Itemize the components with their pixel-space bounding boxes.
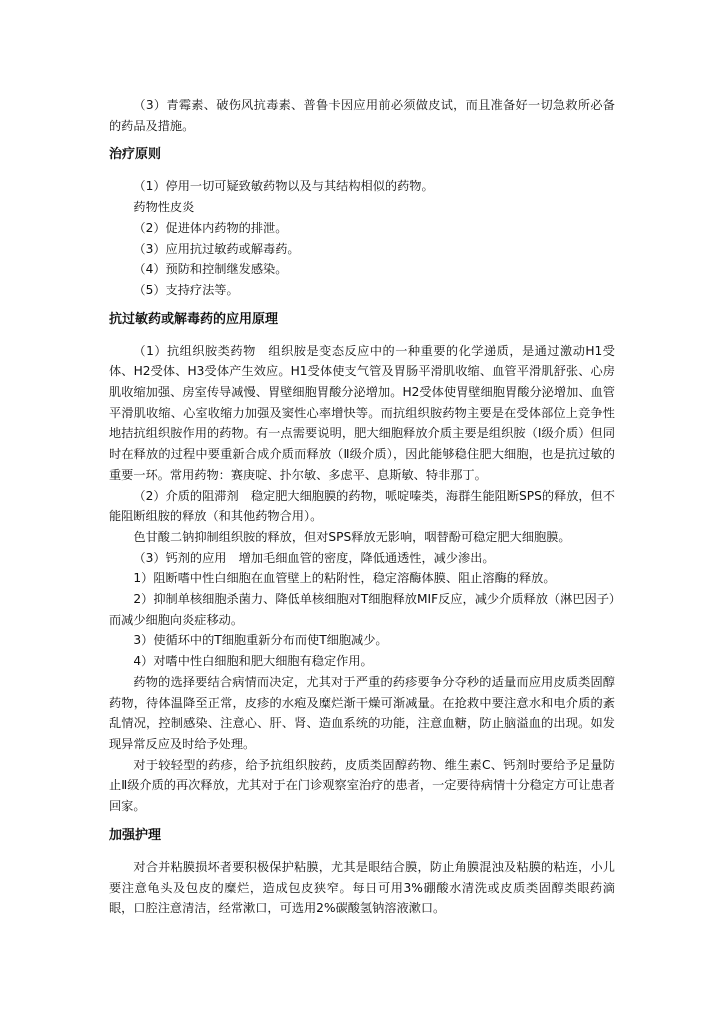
principles-paragraph: 4）对嗜中性白细胞和肥大细胞有稳定作用。 xyxy=(133,654,373,669)
treatment-heading: 治疗原则 xyxy=(109,147,162,163)
treatment-item: （4）预防和控制继发感染。 xyxy=(133,262,288,277)
principles-paragraph: （3）钙剂的应用 增加毛细血管的密度，降低通透性，减少渗出。 xyxy=(133,550,495,565)
principles-paragraph: 色甘酸二钠抑制组织胺的释放，但对SPS释放无影响，咽替酚可稳定肥大细胞膜。 xyxy=(133,529,571,544)
treatment-item: 药物性皮炎 xyxy=(133,200,195,215)
principles-paragraph: （1）抗组织胺类药物 组织胺是变态反应中的一种重要的化学递质，是通过激动H1受体、H2受体、H3受体产生效应。H1受体使支气管及胃肠平滑肌收缩、血管平滑肌舒张、心房肌收缩加强、房室传导减慢、胃壁细胞胃酸分泌增加。H2受体使胃壁细胞胃酸分泌增加、血管平滑肌收缩、心室收缩力加强及窦性心率增快等。而抗组织胺药物主要是在受体部位上竞争性地拮抗组织胺作用的药物。有一点需要说明，肥大细胞释放介质主要是组织胺（Ⅰ级介质）但同时在释放的过程中要重新合成介质而释放（Ⅱ级介质），因此能够稳住肥大细胞，也是抗过敏的重要一环。常用药物：赛庚啶、扑尔敏、多虑平、息斯敏、特非那丁。 xyxy=(109,343,615,482)
nursing-paragraph: 对合并粘膜损坏者要积极保护粘膜，尤其是眼结合膜，防止角膜混浊及粘膜的粘连，小儿要注意龟头及包皮的糜烂，造成包皮狭窄。每日可用3%硼酸水清洗或皮质类固醇类眼药滴眼，口腔注意清洁，经常漱口，可选用2%碳酸氢钠溶液漱口。 xyxy=(109,859,615,916)
principles-paragraph: 2）抑制单核细胞杀菌力、降低单核细胞对T细胞释放MIF反应，减少介质释放（淋巴因子）而减少细胞向炎症移动。 xyxy=(109,592,615,627)
principles-heading: 抗过敏药或解毒药的应用原理 xyxy=(109,311,279,327)
treatment-item: （5）支持疗法等。 xyxy=(133,282,239,297)
nursing-heading: 加强护理 xyxy=(109,827,162,843)
document-body xyxy=(109,95,615,919)
intro-paragraph: （3）青霉素、破伤风抗毒素、普鲁卡因应用前必须做皮试，而且准备好一切急救所必备的药品及措施。 xyxy=(109,98,615,133)
principles-paragraph: 对于较轻型的药疹，给予抗组织胺药，皮质类固醇药物、维生素C、钙剂时要给予足量防止Ⅱ级介质的再次释放，尤其对于在门诊观察室治疗的患者，一定要待病情十分稳定方可让患者回家。 xyxy=(109,757,615,814)
treatment-item: （2）促进体内药物的排泄。 xyxy=(133,220,288,235)
treatment-item: （3）应用抗过敏药或解毒药。 xyxy=(133,241,300,256)
principles-paragraph: （2）介质的阻滞剂 稳定肥大细胞膜的药物，哌啶嗪类，海群生能阻断SPS的释放，但不能阻断组胺的释放（和其他药物合用）。 xyxy=(109,488,615,524)
principles-paragraph: 药物的选择要结合病情而决定，尤其对于严重的药疹要争分夺秒的适量而应用皮质类固醇药物，待体温降至正常，皮疹的水疱及糜烂渐干燥可渐减量。在抢救中要注意水和电介质的紊乱情况，控制感染、注意心、肝、肾、造血系统的功能，注意血糖，防止脑溢血的出现。如发现异常反应及时给予处理。 xyxy=(109,674,615,751)
principles-paragraph: 3）使循环中的T细胞重新分布而使T细胞减少。 xyxy=(133,633,388,648)
principles-paragraph: 1）阻断嗜中性白细胞在血管壁上的粘附性，稳定溶酶体膜、阻止溶酶的释放。 xyxy=(133,571,556,586)
treatment-item: （1）停用一切可疑致敏药物以及与其结构相似的药物。 xyxy=(133,179,434,194)
